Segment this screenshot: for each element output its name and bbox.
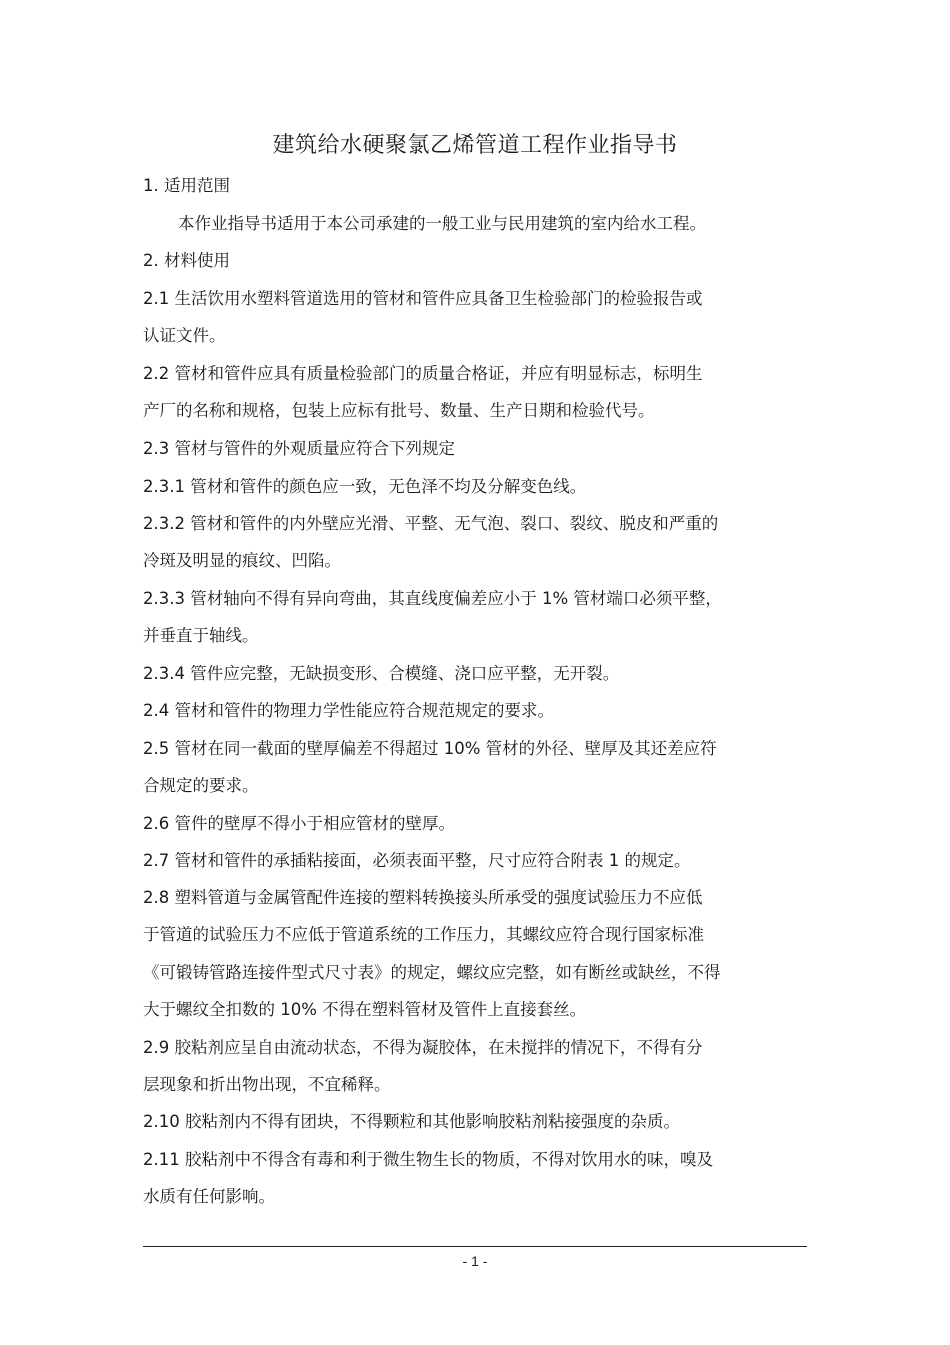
paragraph-line: 《可锻铸管路连接件型式尺寸表》的规定，螺纹应完整，如有断丝或缺丝，不得	[143, 963, 721, 982]
paragraph-line: 本作业指导书适用于本公司承建的一般工业与民用建筑的室内给水工程。	[178, 214, 706, 233]
paragraph-line: 2.9 胶粘剂应呈自由流动状态，不得为凝胶体，在未搅拌的情况下，不得有分	[143, 1038, 703, 1057]
paragraph-line: 认证文件。	[143, 326, 226, 345]
paragraph-line: 2.3.4 管件应完整，无缺损变形、合模缝、浇口应平整，无开裂。	[143, 664, 620, 683]
paragraph-line: 大于螺纹全扣数的 10% 不得在塑料管材及管件上直接套丝。	[143, 1000, 587, 1019]
page-number: - 1 -	[462, 1253, 488, 1269]
paragraph-line: 2.3.3 管材轴向不得有异向弯曲，其直线度偏差应小于 1% 管材端口必须平整，	[143, 589, 722, 608]
paragraph-line: 2.4 管材和管件的物理力学性能应符合规范规定的要求。	[143, 701, 554, 720]
paragraph-line: 2.2 管材和管件应具有质量检验部门的质量合格证，并应有明显标志，标明生	[143, 364, 703, 383]
paragraph-line: 2.8 塑料管道与金属管配件连接的塑料转换接头所承受的强度试验压力不应低	[143, 888, 703, 907]
paragraph-line: 2.7 管材和管件的承插粘接面，必须表面平整，尺寸应符合附表 1 的规定。	[143, 851, 691, 870]
section-heading-materials: 2. 材料使用	[143, 251, 230, 270]
paragraph-line: 2.3 管材与管件的外观质量应符合下列规定	[143, 439, 455, 458]
paragraph-line: 合规定的要求。	[143, 776, 259, 795]
document-title: 建筑给水硬聚氯乙烯管道工程作业指导书	[272, 133, 678, 158]
paragraph-line: 2.3.1 管材和管件的颜色应一致，无色泽不均及分解变色线。	[143, 477, 587, 496]
paragraph-line: 层现象和折出物出现，不宜稀释。	[143, 1075, 391, 1094]
paragraph-line: 冷斑及明显的痕纹、凹陷。	[143, 551, 341, 570]
footer-divider	[143, 1246, 807, 1247]
paragraph-line: 2.5 管材在同一截面的壁厚偏差不得超过 10% 管材的外径、壁厚及其还差应符	[143, 739, 717, 758]
paragraph-line: 产厂的名称和规格，包装上应标有批号、数量、生产日期和检验代号。	[143, 401, 655, 420]
paragraph-line: 2.11 胶粘剂中不得含有毒和利于微生物生长的物质，不得对饮用水的味，嗅及	[143, 1150, 713, 1169]
paragraph-line: 2.6 管件的壁厚不得小于相应管材的壁厚。	[143, 814, 455, 833]
paragraph-line: 2.10 胶粘剂内不得有团块，不得颗粒和其他影响胶粘剂粘接强度的杂质。	[143, 1112, 680, 1131]
section-heading-scope: 1. 适用范围	[143, 176, 230, 195]
paragraph-line: 于管道的试验压力不应低于管道系统的工作压力，其螺纹应符合现行国家标准	[143, 925, 704, 944]
paragraph-line: 2.3.2 管材和管件的内外壁应光滑、平整、无气泡、裂口、裂纹、脱皮和严重的	[143, 514, 719, 533]
paragraph-line: 水质有任何影响。	[143, 1187, 275, 1206]
paragraph-line: 并垂直于轴线。	[143, 626, 259, 645]
paragraph-line: 2.1 生活饮用水塑料管道选用的管材和管件应具备卫生检验部门的检验报告或	[143, 289, 703, 308]
